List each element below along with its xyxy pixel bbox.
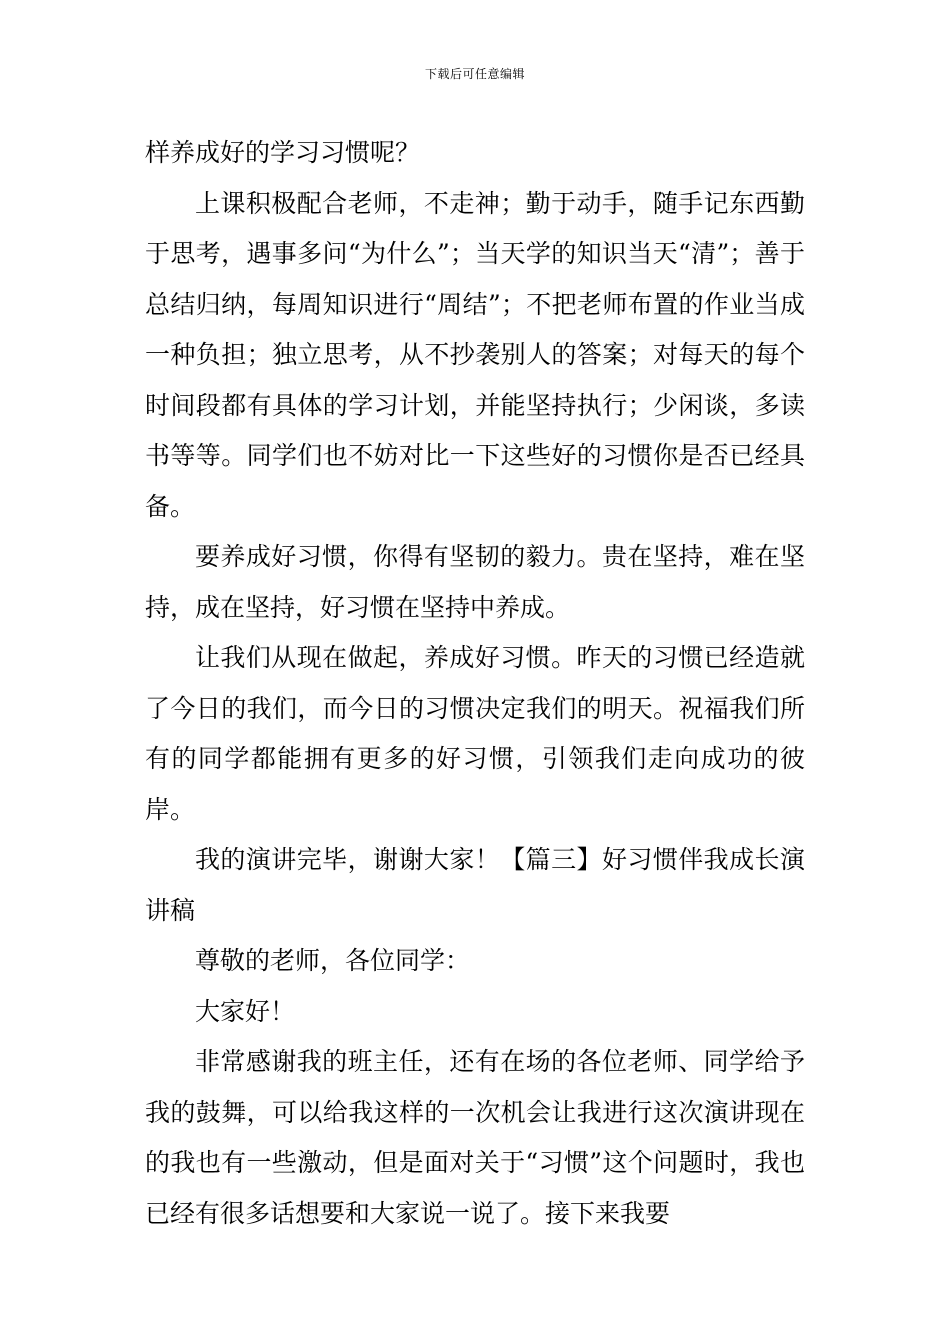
- paragraph: 我的演讲完毕，谢谢大家！【篇三】好习惯伴我成长演讲稿: [145, 845, 805, 925]
- paragraph: 上课积极配合老师，不走神；勤于动手，随手记东西勤于思考，遇事多问“为什么”；当天学的知识当天“清”；善于总结归纳，每周知识进行“周结”；不把老师布置的作业当成一种负担；独立思考，从不抄袭别人的答案；对每天的每个时间段都有具体的学习计划，并能坚持执行；少闲谈，多读书等等。同学们也不妨对比一下这些好的习惯你是否已经具备。: [145, 188, 805, 521]
- greeting: 大家好！: [195, 996, 296, 1026]
- salutation: 尊敬的老师，各位同学：: [195, 946, 471, 975]
- paragraph: 要养成好习惯，你得有坚韧的毅力。贵在坚持，难在坚持，成在坚持，好习惯在坚持中养成。: [145, 542, 805, 622]
- paragraph-continuation: 样养成好的学习习惯呢？: [145, 138, 421, 167]
- document-body: [145, 128, 805, 1239]
- paragraph: 让我们从现在做起，养成好习惯。昨天的习惯已经造就了今日的我们，而今日的习惯决定我们的明天。祝福我们所有的同学都能拥有更多的好习惯，引领我们走向成功的彼岸。: [145, 643, 805, 824]
- paragraph: 非常感谢我的班主任，还有在场的各位老师、同学给予我的鼓舞，可以给我这样的一次机会让我进行这次演讲现在的我也有一些激动，但是面对关于“习惯”这个问题时，我也已经有很多话想要和大家说一说了。接下来我要: [145, 1047, 805, 1228]
- page-header-note: 下载后可任意编辑: [424, 67, 525, 81]
